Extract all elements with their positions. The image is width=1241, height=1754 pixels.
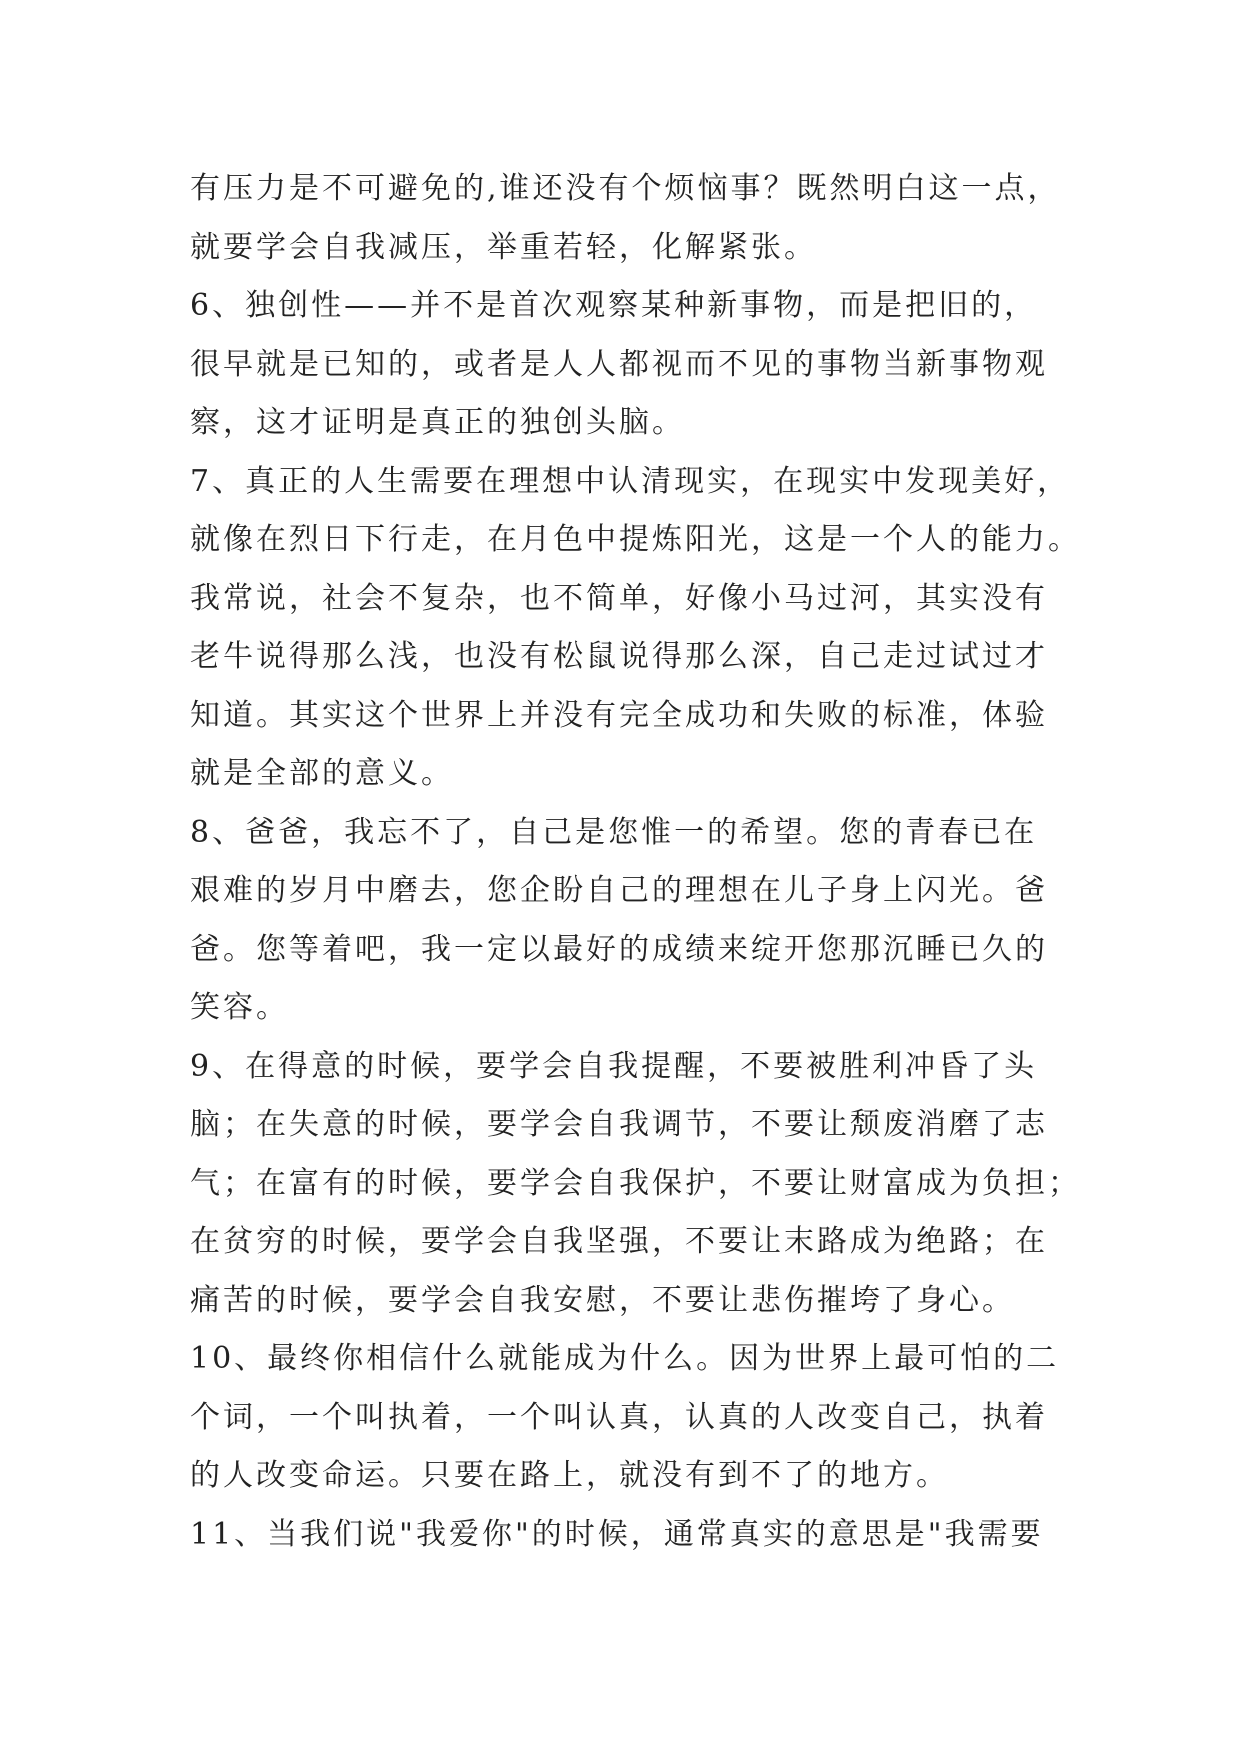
text-line: 笑容。 xyxy=(190,990,289,1025)
text-line: 10、最终你相信什么就能成为什么。因为世界上最可怕的二 xyxy=(190,1341,1060,1376)
text-line: 在贫穷的时候，要学会自我坚强，不要让末路成为绝路；在 xyxy=(190,1224,1048,1259)
text-line: 8、爸爸，我忘不了，自己是您惟一的希望。您的青春已在 xyxy=(190,814,1038,850)
text-line: 的人改变命运。只要在路上，就没有到不了的地方。 xyxy=(190,1458,949,1493)
text-line: 知道。其实这个世界上并没有完全成功和失败的标准，体验 xyxy=(190,697,1048,733)
text-line: 脑；在失意的时候，要学会自我调节，不要让颓废消磨了志 xyxy=(190,1107,1048,1142)
text-line: 很早就是已知的，或者是人人都视而不见的事物当新事物观 xyxy=(190,346,1048,382)
text-line: 有压力是不可避免的,谁还没有个烦恼事？既然明白这一点， xyxy=(190,171,1061,206)
text-line: 就要学会自我减压，举重若轻，化解紧张。 xyxy=(190,229,817,265)
text-line: 气；在富有的时候，要学会自我保护，不要让财富成为负担； xyxy=(190,1165,1081,1201)
text-line: 7、真正的人生需要在理想中认清现实，在现实中发现美好， xyxy=(190,463,1071,499)
text-line: 艰难的岁月中磨去，您企盼自己的理想在儿子身上闪光。爸 xyxy=(190,873,1048,908)
body-text xyxy=(190,160,1090,1564)
text-line: 9、在得意的时候，要学会自我提醒，不要被胜利冲昏了头 xyxy=(190,1048,1038,1084)
text-line: 爸。您等着吧，我一定以最好的成绩来绽开您那沉睡已久的 xyxy=(190,931,1048,967)
text-line: 就像在烈日下行走，在月色中提炼阳光，这是一个人的能力。 xyxy=(190,522,1081,557)
text-line: 就是全部的意义。 xyxy=(190,756,454,791)
text-line: 察，这才证明是真正的独创头脑。 xyxy=(190,405,685,440)
text-line: 6、独创性——并不是首次观察某种新事物，而是把旧的， xyxy=(190,288,1038,323)
text-line: 我常说，社会不复杂，也不简单，好像小马过河，其实没有 xyxy=(190,580,1048,616)
text-line: 痛苦的时候，要学会自我安慰，不要让悲伤摧垮了身心。 xyxy=(190,1282,1015,1318)
text-line: 老牛说得那么浅，也没有松鼠说得那么深，自己走过试过才 xyxy=(190,639,1048,674)
text-line: 11、当我们说"我爱你"的时候，通常真实的意思是"我需要 xyxy=(190,1516,1044,1552)
text-line: 个词，一个叫执着，一个叫认真，认真的人改变自己，执着 xyxy=(190,1399,1048,1435)
